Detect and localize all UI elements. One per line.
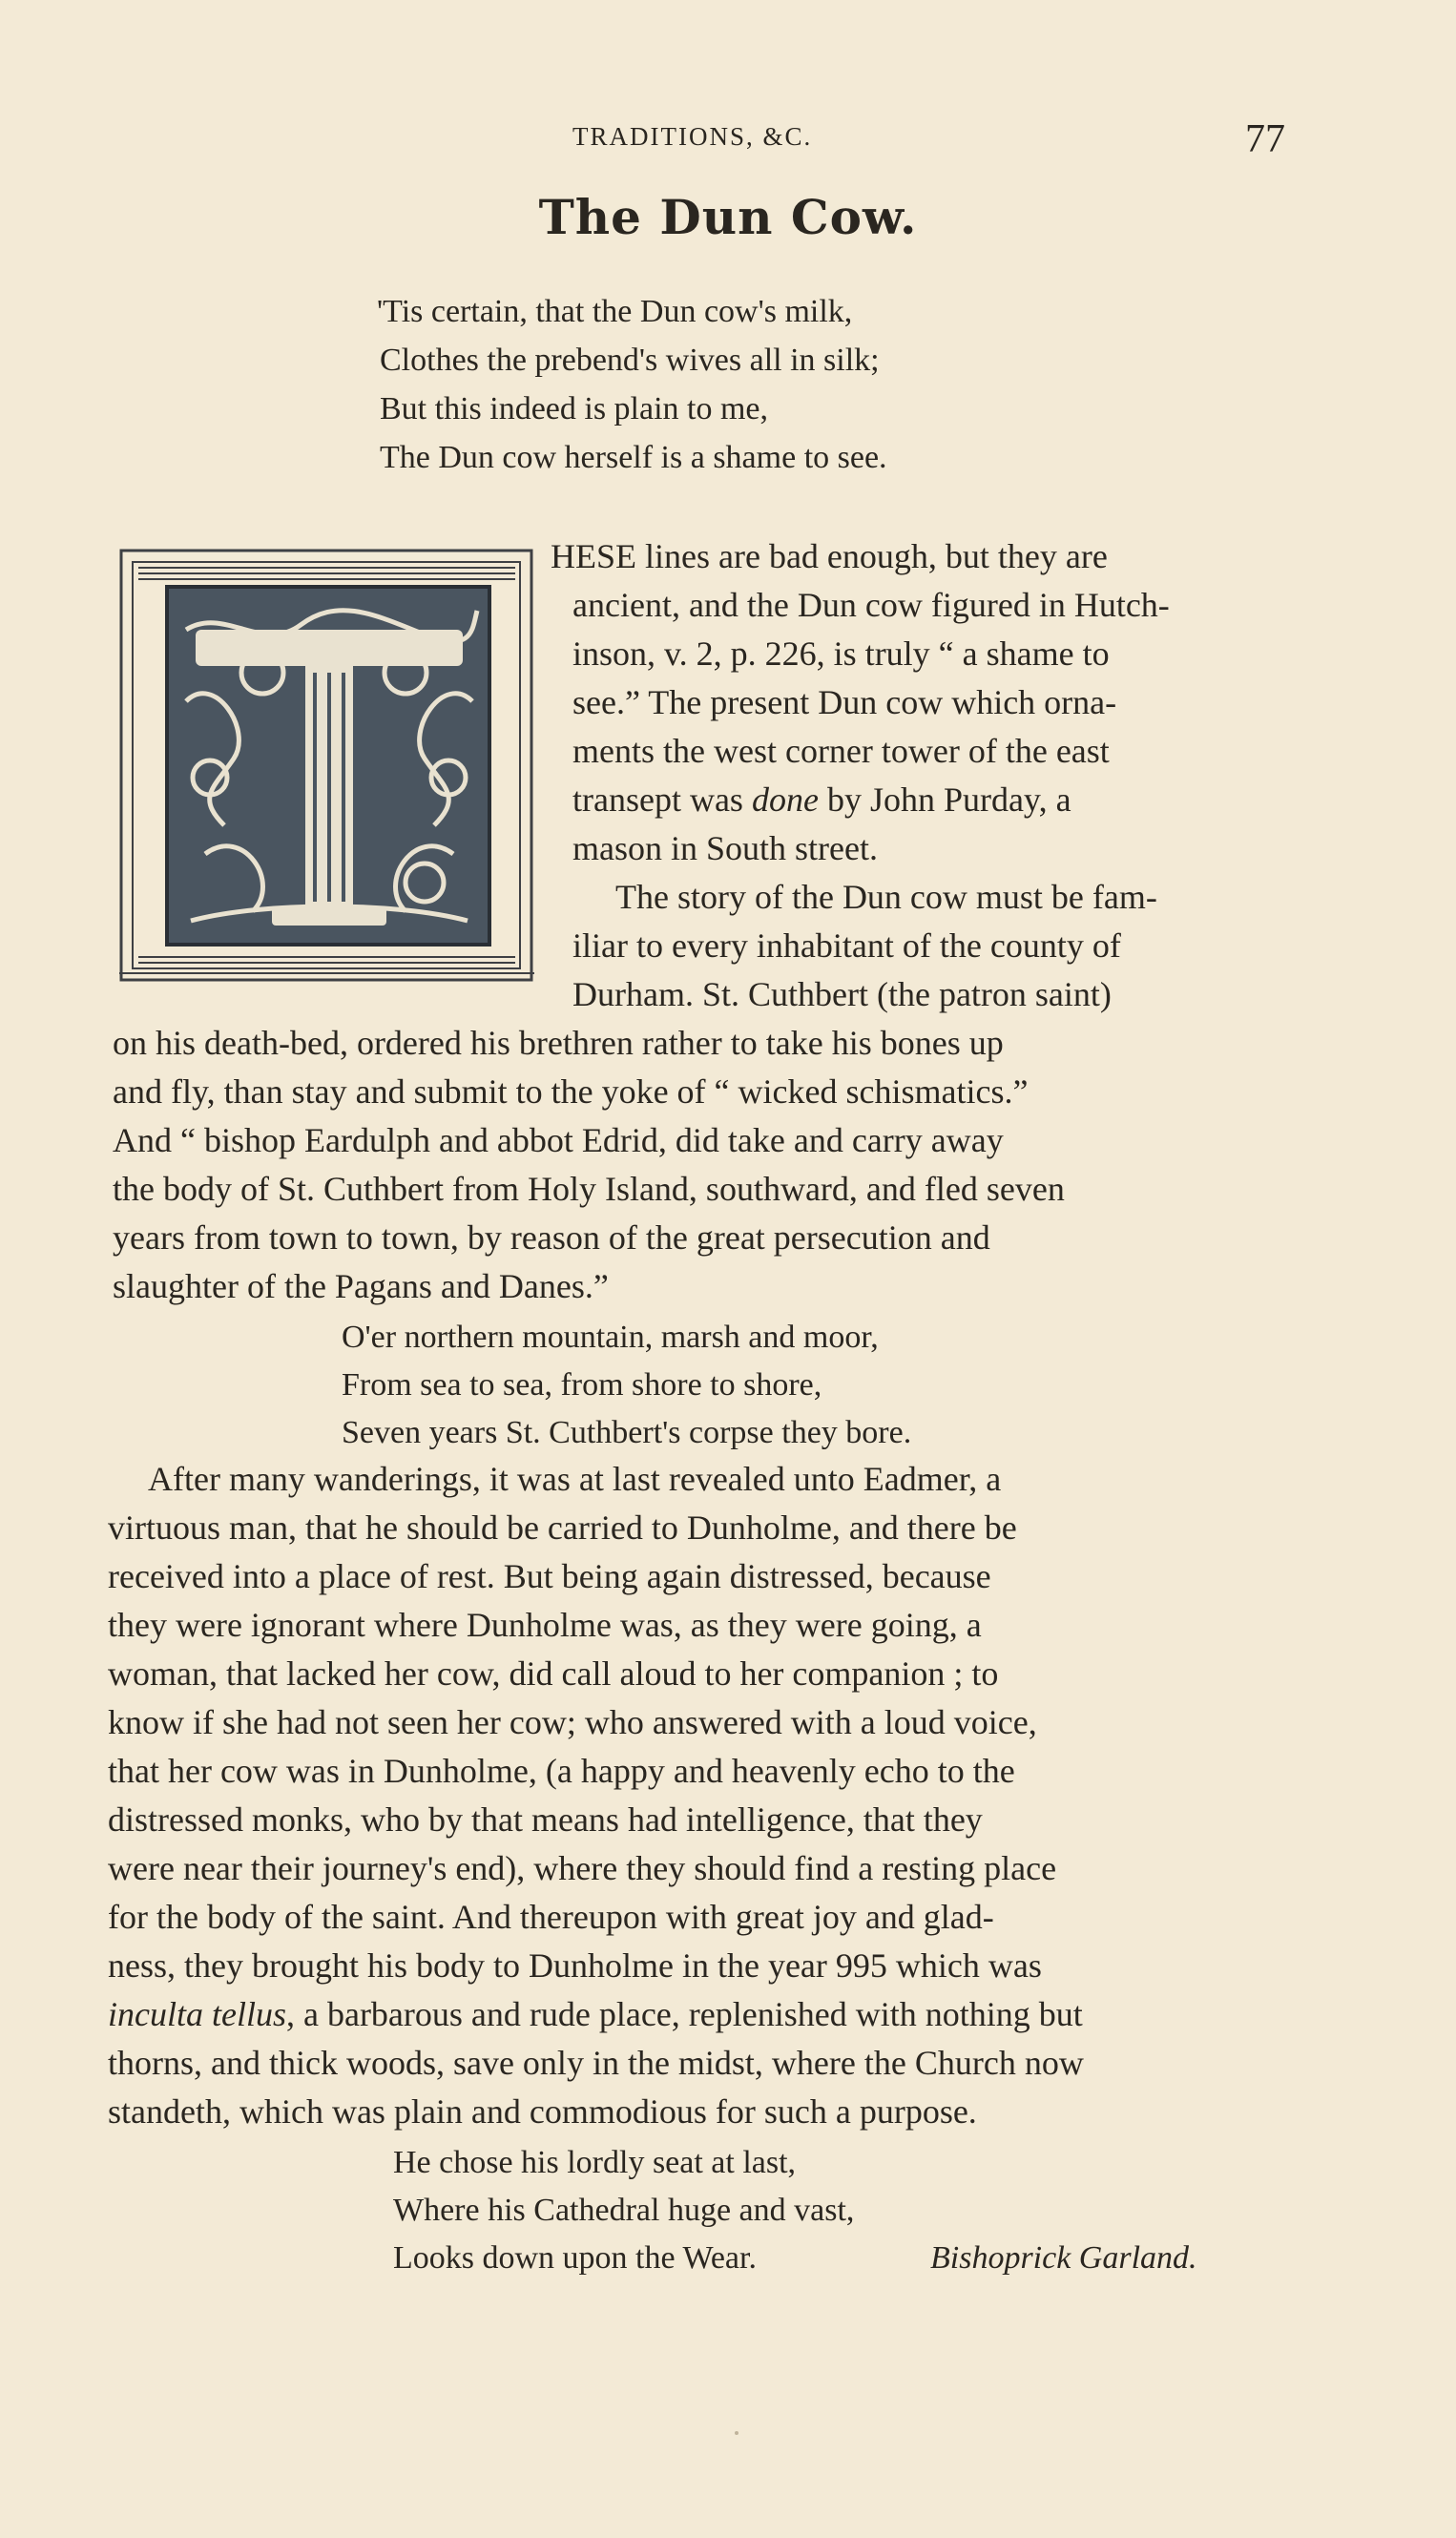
body-line: standeth, which was plain and commodious for such a purpose.: [108, 2092, 977, 2131]
running-head: [0, 116, 1456, 164]
body-line: iliar to every inhabitant of the county of: [572, 926, 1121, 965]
body-line: inson, v. 2, p. 226, is truly “ a shame to: [572, 634, 1110, 673]
body-line: ancient, and the Dun cow figured in Hutch-: [572, 586, 1170, 624]
body-line: ments the west corner tower of the east: [572, 732, 1110, 770]
epigraph-line: But this indeed is plain to me,: [380, 391, 769, 426]
body-line: The story of the Dun cow must be fam-: [615, 878, 1157, 916]
body-line: see.” The present Dun cow which orna-: [572, 683, 1117, 721]
body-line: distressed monks, who by that means had intelligence, that they: [108, 1800, 983, 1839]
body-line: slaughter of the Pagans and Danes.”: [113, 1267, 609, 1305]
body-line: After many wanderings, it was at last revealed unto Eadmer, a: [148, 1460, 1002, 1498]
attribution: Bishoprick Garland.: [930, 2240, 1197, 2276]
body-line: HESE lines are bad enough, but they are: [551, 537, 1108, 575]
body-line: that her cow was in Dunholme, (a happy and heavenly echo to the: [108, 1752, 1015, 1790]
body-line: And “ bishop Eardulph and abbot Edrid, did take and carry away: [113, 1121, 1004, 1159]
body-line: on his death-bed, ordered his brethren rather to take his bones up: [113, 1024, 1004, 1062]
body-line: ness, they brought his body to Dunholme in the year 995 which was: [108, 1946, 1042, 1985]
body-line: the body of St. Cuthbert from Holy Island, southward, and fled seven: [113, 1170, 1065, 1208]
body-line: virtuous man, that he should be carried to Dunholme, and there be: [108, 1508, 1017, 1547]
paper-speck: [735, 2431, 738, 2435]
body-line: know if she had not seen her cow; who answered with a loud voice,: [108, 1703, 1037, 1741]
body-line: and fly, than stay and submit to the yoke of “ wicked schismatics.”: [113, 1072, 1029, 1111]
body-line: thorns, and thick woods, save only in the midst, where the Church now: [108, 2044, 1084, 2082]
verse-line: Where his Cathedral huge and vast,: [393, 2193, 855, 2228]
verse-line: From sea to sea, from shore to shore,: [342, 1367, 822, 1403]
body-line: woman, that lacked her cow, did call aloud to her companion ; to: [108, 1654, 999, 1693]
body-line: transept was done by John Purday, a: [572, 780, 1071, 819]
page-number: 77: [1245, 117, 1285, 161]
running-title: TRADITIONS, &C.: [572, 122, 813, 151]
body-line: years from town to town, by reason of the great persecution and: [113, 1218, 990, 1257]
body-line: mason in South street.: [572, 829, 878, 867]
body-line: inculta tellus, a barbarous and rude place, replenished with nothing but: [108, 1995, 1083, 2033]
epigraph-line: The Dun cow herself is a shame to see.: [380, 440, 887, 475]
epigraph-line: 'Tis certain, that the Dun cow's milk,: [377, 294, 853, 329]
epigraph-line: Clothes the prebend's wives all in silk;: [380, 343, 880, 378]
ornamental-initial-icon: [119, 539, 534, 988]
body-line: for the body of the saint. And thereupon with great joy and glad-: [108, 1898, 994, 1936]
body-line: were near their journey's end), where they should find a resting place: [108, 1849, 1057, 1887]
body-line: Durham. St. Cuthbert (the patron saint): [572, 975, 1112, 1013]
body-line: they were ignorant where Dunholme was, as they were going, a: [108, 1606, 982, 1644]
verse-line: Looks down upon the Wear.: [393, 2240, 757, 2276]
verse-line: O'er northern mountain, marsh and moor,: [342, 1320, 879, 1355]
verse-line: Seven years St. Cuthbert's corpse they bore.: [342, 1415, 912, 1450]
body-line: received into a place of rest. But being again distressed, because: [108, 1557, 991, 1595]
verse-line: He chose his lordly seat at last,: [393, 2145, 797, 2180]
section-heading: The Dun Cow.: [538, 189, 918, 245]
